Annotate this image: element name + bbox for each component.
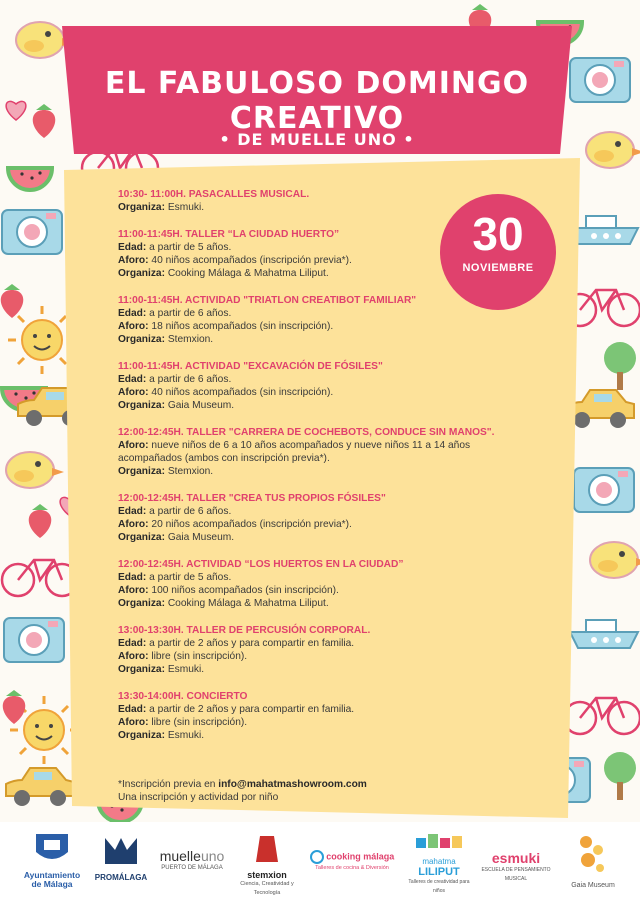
event-detail <box>118 320 518 333</box>
promalaga-name: PROMÁLAGA <box>94 873 148 882</box>
event-detail <box>118 729 518 742</box>
event-detail-label: Organiza: <box>118 598 165 609</box>
event-detail-text: nueve niños de 6 a 10 años acompañados y nueve niños 11 a 14 años acompañados (ambos con inscripción previa*). <box>118 440 471 464</box>
event-detail <box>118 333 518 346</box>
stemxion-sub: Ciencia, Creatividad y Tecnología <box>240 881 294 896</box>
event-detail <box>118 716 518 729</box>
event-detail-label: Organiza: <box>118 400 165 411</box>
date-day: 30 <box>472 208 524 260</box>
camera-icon <box>2 210 62 254</box>
logo-promalaga <box>92 832 150 898</box>
event-detail-text: a partir de 6 años. <box>149 374 232 385</box>
event-detail-text: Gaia Museum. <box>167 400 235 411</box>
event-detail-label: Organiza: <box>118 268 165 279</box>
event-detail <box>118 373 518 386</box>
date-badge <box>440 194 556 310</box>
mahatma-blocks-icon <box>414 832 464 852</box>
event-detail-label: Aforo: <box>118 717 149 728</box>
event-detail <box>118 505 518 518</box>
event-detail-label: Aforo: <box>118 440 149 451</box>
event-heading: 12:00-12:45H. ACTIVIDAD “LOS HUERTOS EN LA CIUDAD” <box>118 559 404 570</box>
camera-icon <box>570 58 630 102</box>
bird-icon <box>590 542 640 578</box>
event-detail-text: libre (sin inscripción). <box>151 717 248 728</box>
event-detail-text: Cooking Málaga & Mahatma Liliput. <box>167 598 329 609</box>
logo-stemxion <box>234 832 300 898</box>
event-detail-text: libre (sin inscripción). <box>151 651 248 662</box>
event-detail <box>118 386 518 399</box>
event-detail-label: Edad: <box>118 638 147 649</box>
stemxion-name: stemxion <box>247 870 287 880</box>
event-detail <box>118 399 518 412</box>
sponsors-footer <box>0 822 640 904</box>
event-detail-label: Aforo: <box>118 255 149 266</box>
event-detail-text: a partir de 2 años y para compartir en familia. <box>149 638 355 649</box>
logo-gaia-museum <box>560 832 626 898</box>
event-detail <box>118 663 518 676</box>
event-detail-text: 40 niños acompañados (sin inscripción). <box>151 387 334 398</box>
event-detail-text: a partir de 6 años. <box>149 308 232 319</box>
event-heading: 11:00-11:45H. ACTIVIDAD "EXCAVACIÓN DE FÓSILES" <box>118 361 383 372</box>
event-detail-text: Esmuki. <box>167 664 205 675</box>
camera-icon <box>574 468 634 512</box>
registration-prefix: *Inscripción previa en <box>118 779 216 790</box>
poster-subtitle: • DE MUELLE UNO • <box>219 130 415 149</box>
cooking-name: cooking málaga <box>326 851 395 862</box>
logo-cooking-malaga <box>304 850 400 904</box>
event-detail-label: Organiza: <box>118 730 165 741</box>
event-detail <box>118 597 518 610</box>
cooking-sub: Talleres de cocina & Diversión <box>315 865 389 871</box>
event-detail-label: Edad: <box>118 374 147 385</box>
city-shield-icon <box>32 832 72 866</box>
promalaga-mark-icon <box>101 832 141 868</box>
event-item <box>118 558 518 610</box>
event-heading: 12:00-12:45H. TALLER "CREA TUS PROPIOS FÓSILES" <box>118 493 386 504</box>
event-item <box>118 294 518 346</box>
event-detail-label: Edad: <box>118 506 147 517</box>
event-detail-label: Organiza: <box>118 664 165 675</box>
event-detail-label: Aforo: <box>118 519 149 530</box>
event-detail-label: Organiza: <box>118 466 165 477</box>
event-detail-text: Esmuki. <box>167 730 205 741</box>
mahatma-name-b: LILIPUT <box>418 866 460 878</box>
stemxion-mark-icon <box>252 832 282 866</box>
event-item <box>118 690 518 742</box>
event-heading: 11:00-11:45H. ACTIVIDAD "TRIATLON CREATIBOT FAMILIAR" <box>118 295 417 306</box>
registration-note: Una inscripción y actividad por niño <box>118 792 279 803</box>
event-detail <box>118 465 518 478</box>
title-banner <box>62 26 572 154</box>
cooking-ring-icon <box>310 850 324 864</box>
event-heading: 13:30-14:00H. CONCIERTO <box>118 691 248 702</box>
gaia-dots-icon <box>576 832 610 876</box>
event-detail-label: Organiza: <box>118 202 165 213</box>
esmuki-sub: ESCUELA DE PENSAMIENTO MUSICAL <box>481 867 551 882</box>
event-detail-text: a partir de 6 años. <box>149 506 232 517</box>
event-detail-text: Stemxion. <box>167 334 214 345</box>
event-detail-label: Organiza: <box>118 532 165 543</box>
event-heading: 12:00-12:45H. TALLER "CARRERA DE COCHEBOTS, CONDUCE SIN MANOS". <box>118 427 495 438</box>
event-detail-label: Edad: <box>118 308 147 319</box>
event-detail-label: Aforo: <box>118 321 149 332</box>
event-detail-label: Edad: <box>118 704 147 715</box>
event-detail-text: 18 niños acompañados (sin inscripción). <box>151 321 334 332</box>
logo-ayuntamiento <box>14 832 90 898</box>
event-heading: 11:00-11:45H. TALLER “LA CIUDAD HUERTO” <box>118 229 340 240</box>
event-detail-text: 20 niños acompañados (inscripción previa*). <box>151 519 352 530</box>
event-item <box>118 426 518 478</box>
event-detail-text: a partir de 5 años. <box>149 572 232 583</box>
event-detail <box>118 518 518 531</box>
event-detail-text: Cooking Málaga & Mahatma Liliput. <box>167 268 329 279</box>
event-detail-label: Aforo: <box>118 387 149 398</box>
logo-mahatma-liliput <box>404 832 474 898</box>
date-month: NOVIEMBRE <box>462 262 534 274</box>
event-detail-text: Gaia Museum. <box>167 532 235 543</box>
event-detail-text: Esmuki. <box>167 202 205 213</box>
event-heading: 13:00-13:30H. TALLER DE PERCUSIÓN CORPORAL. <box>118 625 371 636</box>
gaia-name: Gaia Museum <box>571 882 615 889</box>
event-detail-label: Organiza: <box>118 334 165 345</box>
event-heading: 10:30- 11:00H. PASACALLES MUSICAL. <box>118 189 310 200</box>
event-item <box>118 360 518 412</box>
event-detail-label: Edad: <box>118 572 147 583</box>
event-detail <box>118 571 518 584</box>
event-detail-text: 100 niños acompañados (sin inscripción). <box>151 585 339 596</box>
event-item <box>118 624 518 676</box>
logo-esmuki <box>480 850 552 904</box>
registration-email[interactable]: info@mahatmashowroom.com <box>218 779 367 790</box>
event-detail <box>118 637 518 650</box>
event-detail-text: a partir de 2 años y para compartir en familia. <box>149 704 355 715</box>
event-item <box>118 492 518 544</box>
footnote <box>118 778 538 804</box>
ayuntamiento-line1: Ayuntamiento <box>23 870 81 880</box>
event-detail-label: Aforo: <box>118 585 149 596</box>
event-detail <box>118 703 518 716</box>
event-detail-label: Aforo: <box>118 651 149 662</box>
event-detail <box>118 531 518 544</box>
event-detail-text: a partir de 5 años. <box>149 242 232 253</box>
event-detail <box>118 307 518 320</box>
camera-icon <box>4 618 64 662</box>
ayuntamiento-line2: de Málaga <box>31 879 73 889</box>
logo-muelleuno <box>152 848 232 904</box>
event-detail-text: 40 niños acompañados (inscripción previa*). <box>151 255 352 266</box>
muelleuno-sub: PUERTO DE MÁLAGA <box>161 865 223 871</box>
event-detail-label: Edad: <box>118 242 147 253</box>
event-detail <box>118 439 518 465</box>
mahatma-sub: Talleres de creatividad para niños <box>408 879 470 894</box>
muelleuno-name-a: muelle <box>159 848 201 864</box>
esmuki-name: esmuki <box>491 850 541 866</box>
event-detail-text: Stemxion. <box>167 466 214 477</box>
registration-line <box>118 778 538 791</box>
mahatma-name-a: mahatma <box>422 857 456 866</box>
muelleuno-name-b: uno <box>200 848 225 864</box>
poster-title: EL FABULOSO DOMINGO CREATIVO <box>104 66 530 136</box>
event-detail <box>118 650 518 663</box>
event-detail <box>118 584 518 597</box>
